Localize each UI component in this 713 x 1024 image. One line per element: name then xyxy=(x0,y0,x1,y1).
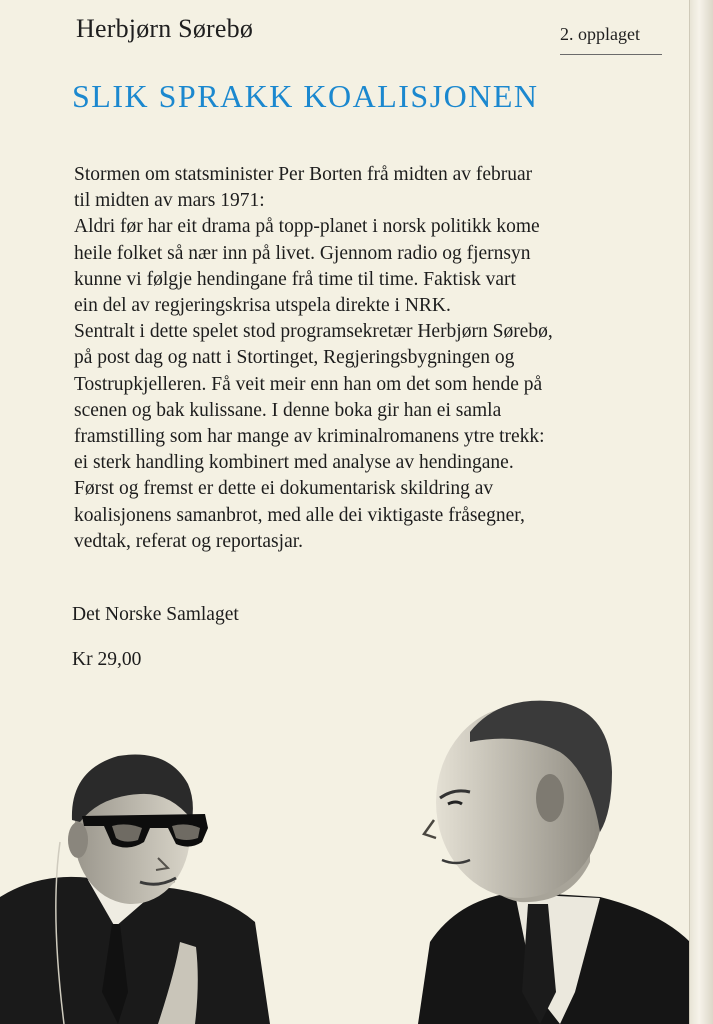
blurb-line: koalisjonens samanbrot, med alle dei viktigaste fråsegner, xyxy=(74,504,525,526)
blurb-line: heile folket så nær inn på livet. Gjennom radio og fjernsyn xyxy=(74,242,531,264)
price-label: Kr 29,00 xyxy=(72,649,142,670)
blurb-line: på post dag og natt i Stortinget, Regjeringsbygningen og xyxy=(74,347,515,369)
blurb-line: vedtak, referat og reportasjar. xyxy=(74,530,304,552)
blurb-line: kunne vi følgje hendingane frå time til time. Faktisk vart xyxy=(74,268,516,290)
book-title: SLIK SPRAKK KOALISJONEN xyxy=(72,78,539,114)
man-in-profile xyxy=(418,701,690,1024)
blurb-line: Tostrupkjelleren. Få veit meir enn han om det som hende på xyxy=(74,373,543,395)
blurb-line: ei sterk handling kombinert med analyse av hendingane. xyxy=(74,452,514,474)
blurb-line: Først og fremst er dette ei dokumentarisk skildring av xyxy=(74,478,494,500)
blurb-line: Aldri før har eit drama på topp-planet i norsk politikk kome xyxy=(74,216,540,238)
edition-underline xyxy=(560,54,662,55)
blurb-line: Sentralt i dette spelet stod programsekretær Herbjørn Sørebø, xyxy=(74,321,553,343)
edition-label: 2. opplaget xyxy=(560,24,640,44)
publisher-name: Det Norske Samlaget xyxy=(72,604,239,625)
blurb-text xyxy=(74,162,674,555)
blurb-line: Stormen om statsminister Per Borten frå midten av februar xyxy=(74,164,533,185)
blurb-line: scenen og bak kulissane. I denne boka gir han ei samla xyxy=(74,399,502,421)
blurb-line: ein del av regjeringskrisa utspela direkte i NRK. xyxy=(74,295,451,317)
cover-photograph xyxy=(0,692,690,1024)
blurb-line: framstilling som har mange av kriminalromanens ytre trekk: xyxy=(74,426,545,448)
book-spine-edge xyxy=(689,0,713,1024)
author-name: Herbjørn Sørebø xyxy=(76,14,254,43)
blurb-line: til midten av mars 1971: xyxy=(74,190,265,212)
man-with-glasses xyxy=(0,755,270,1024)
